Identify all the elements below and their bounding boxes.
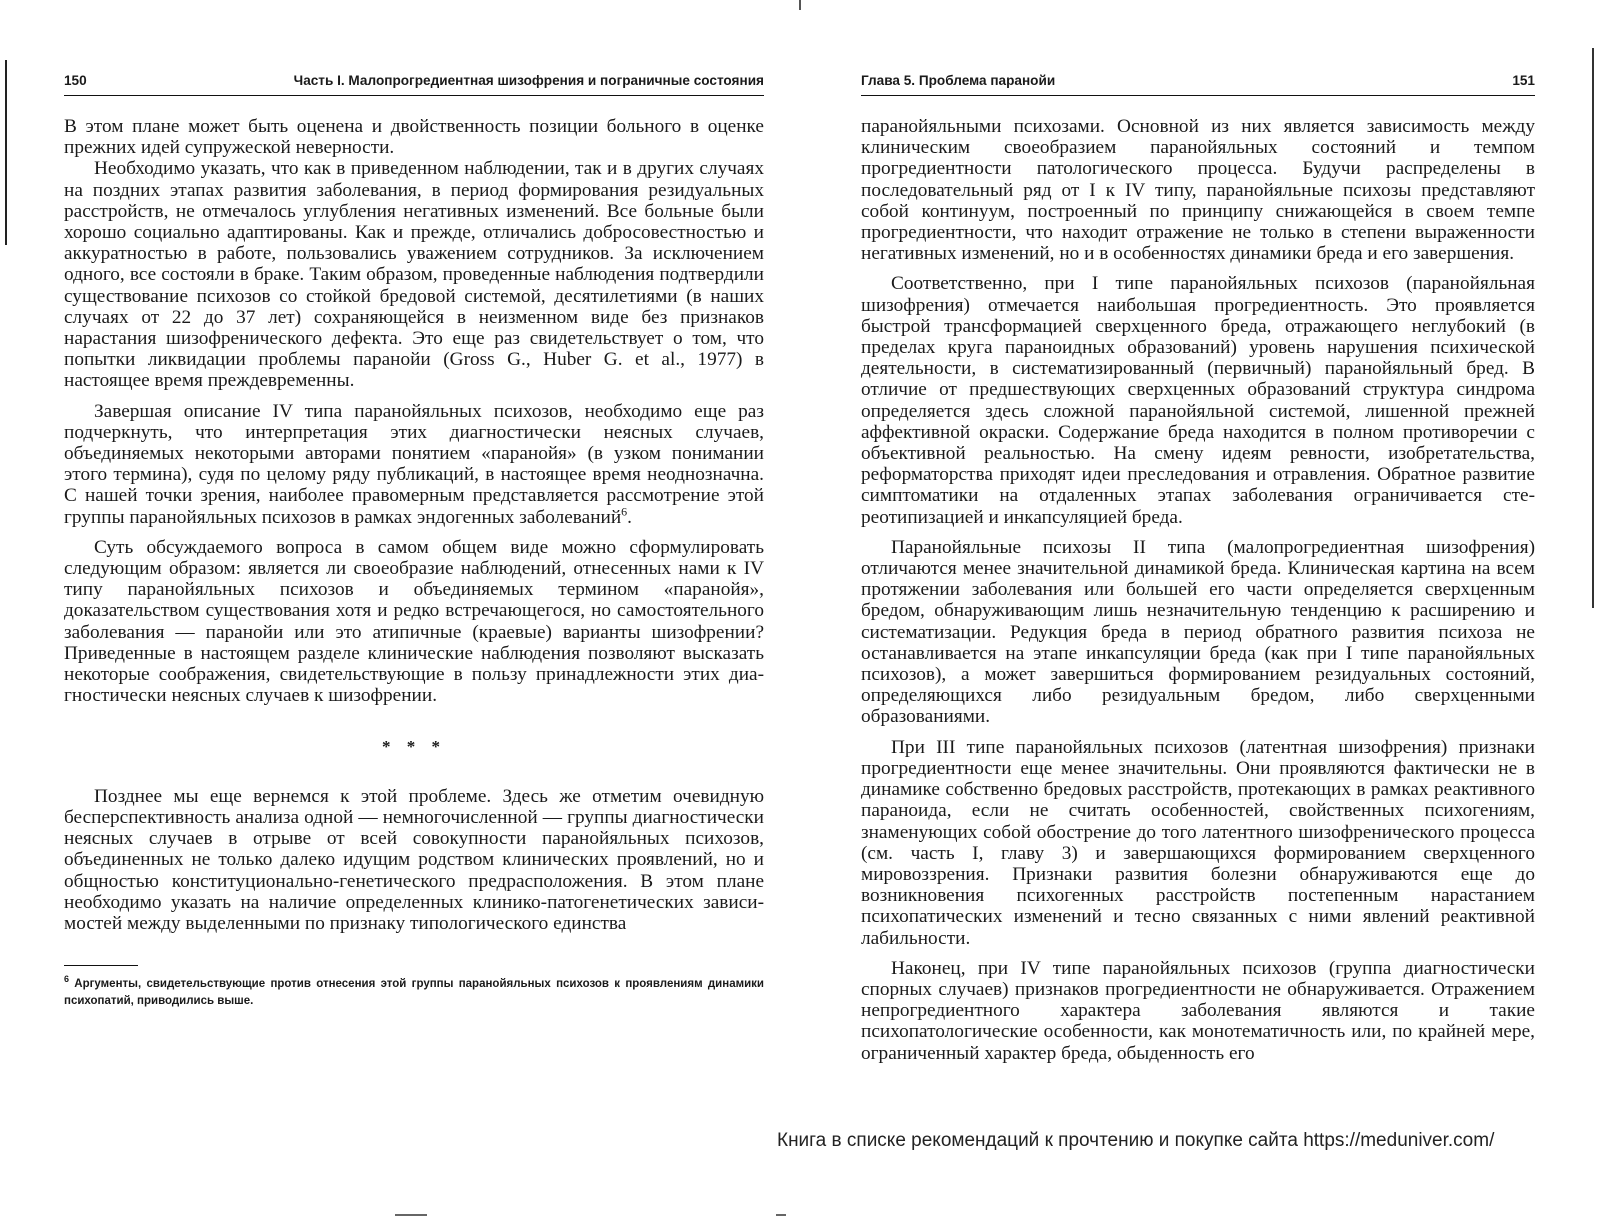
- left-body-text: [64, 116, 764, 934]
- footnote: [64, 976, 764, 1010]
- paragraph: Паранойяльные психозы II типа (малопрогредиентная шизофрения) отличаются менее значительной динамикой бреда. Клиническая картина на всем протяжении заболевания или большей его части определяется сверхценным бредом, обнаруживающим лишь незначительную тенденцию к расширению и систематизации. Редукция бреда в период обратного развития психоза не останавливается на этапе инкапсуляции бреда (как при I типе паранойяльных психозов), а может завершиться формированием резидуальных состояний, определяющихся либо резидуальным бредом, либо сверхценными образованиями.: [861, 536, 1535, 728]
- footnote-marker: 6: [64, 974, 70, 985]
- footnote-divider: [64, 965, 138, 966]
- scan-artifact-left-edge: [5, 60, 7, 245]
- left-running-head: [64, 72, 764, 96]
- paragraph: При III типе паранойяльных психозов (латентная шизофрения) признаки прогредиентности еще менее значительны. Они проявляются фактически не в динамике собственно бредовых расстройств, протекающих в рамках реактивного параноида, если не считать особенностей, свойственных психогениям, знаменующих собой обострение до того латентного шизофренического процесса (см. часть I, главу 3) и завершающихся формированием сверхценного мировоззрения. Признаки развития болезни обнаруживаются еще до возникновения психогенных расстройств постепенным нарастанием психопатических изменений и тесно связанных с ними явлений реактивной лабильности.: [861, 736, 1535, 949]
- scan-artifact-top: [799, 0, 801, 10]
- site-watermark: Книга в списке рекомендаций к прочтению и покупке сайта https://meduniver.com/: [777, 1130, 1495, 1151]
- paragraph-text: Завершая описание IV типа паранойяльных психозов, необходимо еще раз подчеркнуть, что интерпретация этих диагностически неясных случаев, объединяемых некоторыми авторами понятием «паранойя» (в узком понимании этого термина), судя по целому ряду публикаций, в настоящее время неоднозначна. С нашей точки зрения, наиболее правомерным представляется рассмотрение этой группы паранойяльных психозов в рамках эндогенных заболеваний: [64, 400, 764, 528]
- scan-artifact-bottom: [395, 1214, 427, 1216]
- right-body-text: [861, 116, 1535, 1064]
- paragraph-with-footnote: Завершая описание IV типа паранойяльных психозов, необходимо еще раз подчеркнуть, что интерпретация этих диагностически неясных случаев, объединяемых некоторыми авторами понятием «паранойя» (в узком понимании этого термина), судя по целому ряду публикаций, в настоящее время неоднозначна. С нашей точки зрения, наиболее правомерным представляется рассмотрение этой группы паранойяльных психозов в рамках эндогенных заболеваний$^6$.: [64, 400, 764, 528]
- paragraph: паранойяльными психозами. Основной из них является зависимость между клиническим своеобразием паранойяльных состояний и темпом прогредиентности патологического процесса. Будучи распределены в последовательный ряд от I к IV типу, паранойяльные психозы представляют собой континуум, построенный по принципу снижающейся в своем темпе прогредиентности, что находит отражение не только в степени выраженности негативных изменений, но и в особенностях динамики бреда и его завершения.: [861, 116, 1535, 265]
- paragraph: В этом плане может быть оценена и двойственность позиции больного в оценке прежних идей супружеской неверности.: [64, 116, 764, 159]
- paragraph: Позднее мы еще вернемся к этой проблеме. Здесь же отметим очевидную бесперспективность анализа одной — немногочисленной — группы диагностически неясных случаев в отрыве от всей совокупности паранойяльных психозов, объединенных не только далеко идущим родством клинических проявлений, но и общностью конституционально-генетического предрасположения. В этом плане необходимо указать на наличие определенных клинико-патогенетических зависимостей между выделенными по признаку типологического единства: [64, 785, 764, 934]
- paragraph: Необходимо указать, что как в приведенном наблюдении, так и в других случаях на поздних этапах развития заболевания, в период формирования резидуальных расстройств, не отмечалось углубления негативных изменений. Все больные были хорошо социально адаптированы. Как и прежде, отличались добросовестностью и аккуратностью в работе, пользовались уважением сотрудников. За исключением одного, все состояли в браке. Таким образом, проведенные наблюдения подтвердили существование психозов со стойкой бредовой системой, десятилетиями (в наших случаях от 22 до 37 лет) сохраняющейся в неизменном виде без признаков нарастания шизофренического дефекта. Это еще раз свидетельствует о том, что попытки ликвидации проблемы паранойи (Gross G., Huber G. et al., 1977) в настоящее время преждевременны.: [64, 158, 764, 392]
- right-page-number: 151: [1512, 73, 1535, 88]
- section-separator: * * *: [382, 737, 446, 757]
- right-running-title: Глава 5. Проблема паранойи: [861, 73, 1056, 88]
- footnote-text: Аргументы, свидетельствующие против отнесения этой группы паранойяльных психозов к проявлениям динамики психопатий, приводились выше.: [64, 978, 764, 1008]
- paragraph: Суть обсуждаемого вопроса в самом общем виде можно сформулировать следующим образом: является ли своеобразие наблюдений, отнесенных нами к IV типу паранойяльных психозов и объединяемых термином «паранойя», доказательством существования хотя и редко встречающегося, но самостоятельного заболевания — паранойи или это атипичные (краевые) варианты шизофрении? Приведенные в настоящем разделе клинические наблюдения позволяют высказать некоторые соображения, свидетельствующие в пользу принадлежности этих диагностически неясных случаев к шизофрении.: [64, 536, 764, 707]
- paragraph: Наконец, при IV типе паранойяльных психозов (группа диагностически спорных случаев) признаков прогредиентности не обнаруживается. Отражением непрогредиентного характера заболевания являются и такие психопатологические особенности, как монотематичность или, по крайней мере, ограниченный характер бреда, обыденность его: [861, 957, 1535, 1064]
- left-page: [64, 72, 764, 1010]
- paragraph: Соответственно, при I типе паранойяльных психозов (паранойяльная шизофрения) отмечается наибольшая прогредиентность. Это проявляется быстрой трансформацией сверхценного бреда, отражающего неглубокий (в пределах круга параноидных образований) уровень нарушения психической деятельности, в систематизированный (первичный) паранойяльный бред. В отличие от предшествующих сверхценных образований структура синдрома определяется здесь сложной паранойяльной системой, лишенной прежней аффективной окраски. Содержание бреда находится в полном противоречии с объективной реальностью. На смену идеям ревности, изобретательства, реформаторства приходят идеи преследования и отравления. Обратное развитие симптоматики на отдаленных этапах заболевания ограничивается стереотипизацией и инкапсуляцией бреда.: [861, 273, 1535, 528]
- scan-artifact-bottom: [776, 1214, 786, 1216]
- right-running-head: [861, 72, 1535, 96]
- scan-artifact-right-edge: [1592, 48, 1594, 608]
- left-running-title: Часть I. Малопрогредиентная шизофрения и пограничные состояния: [293, 73, 764, 88]
- left-page-number: 150: [64, 73, 87, 88]
- footnote-reference: 6: [621, 504, 628, 519]
- right-page: [861, 72, 1535, 1064]
